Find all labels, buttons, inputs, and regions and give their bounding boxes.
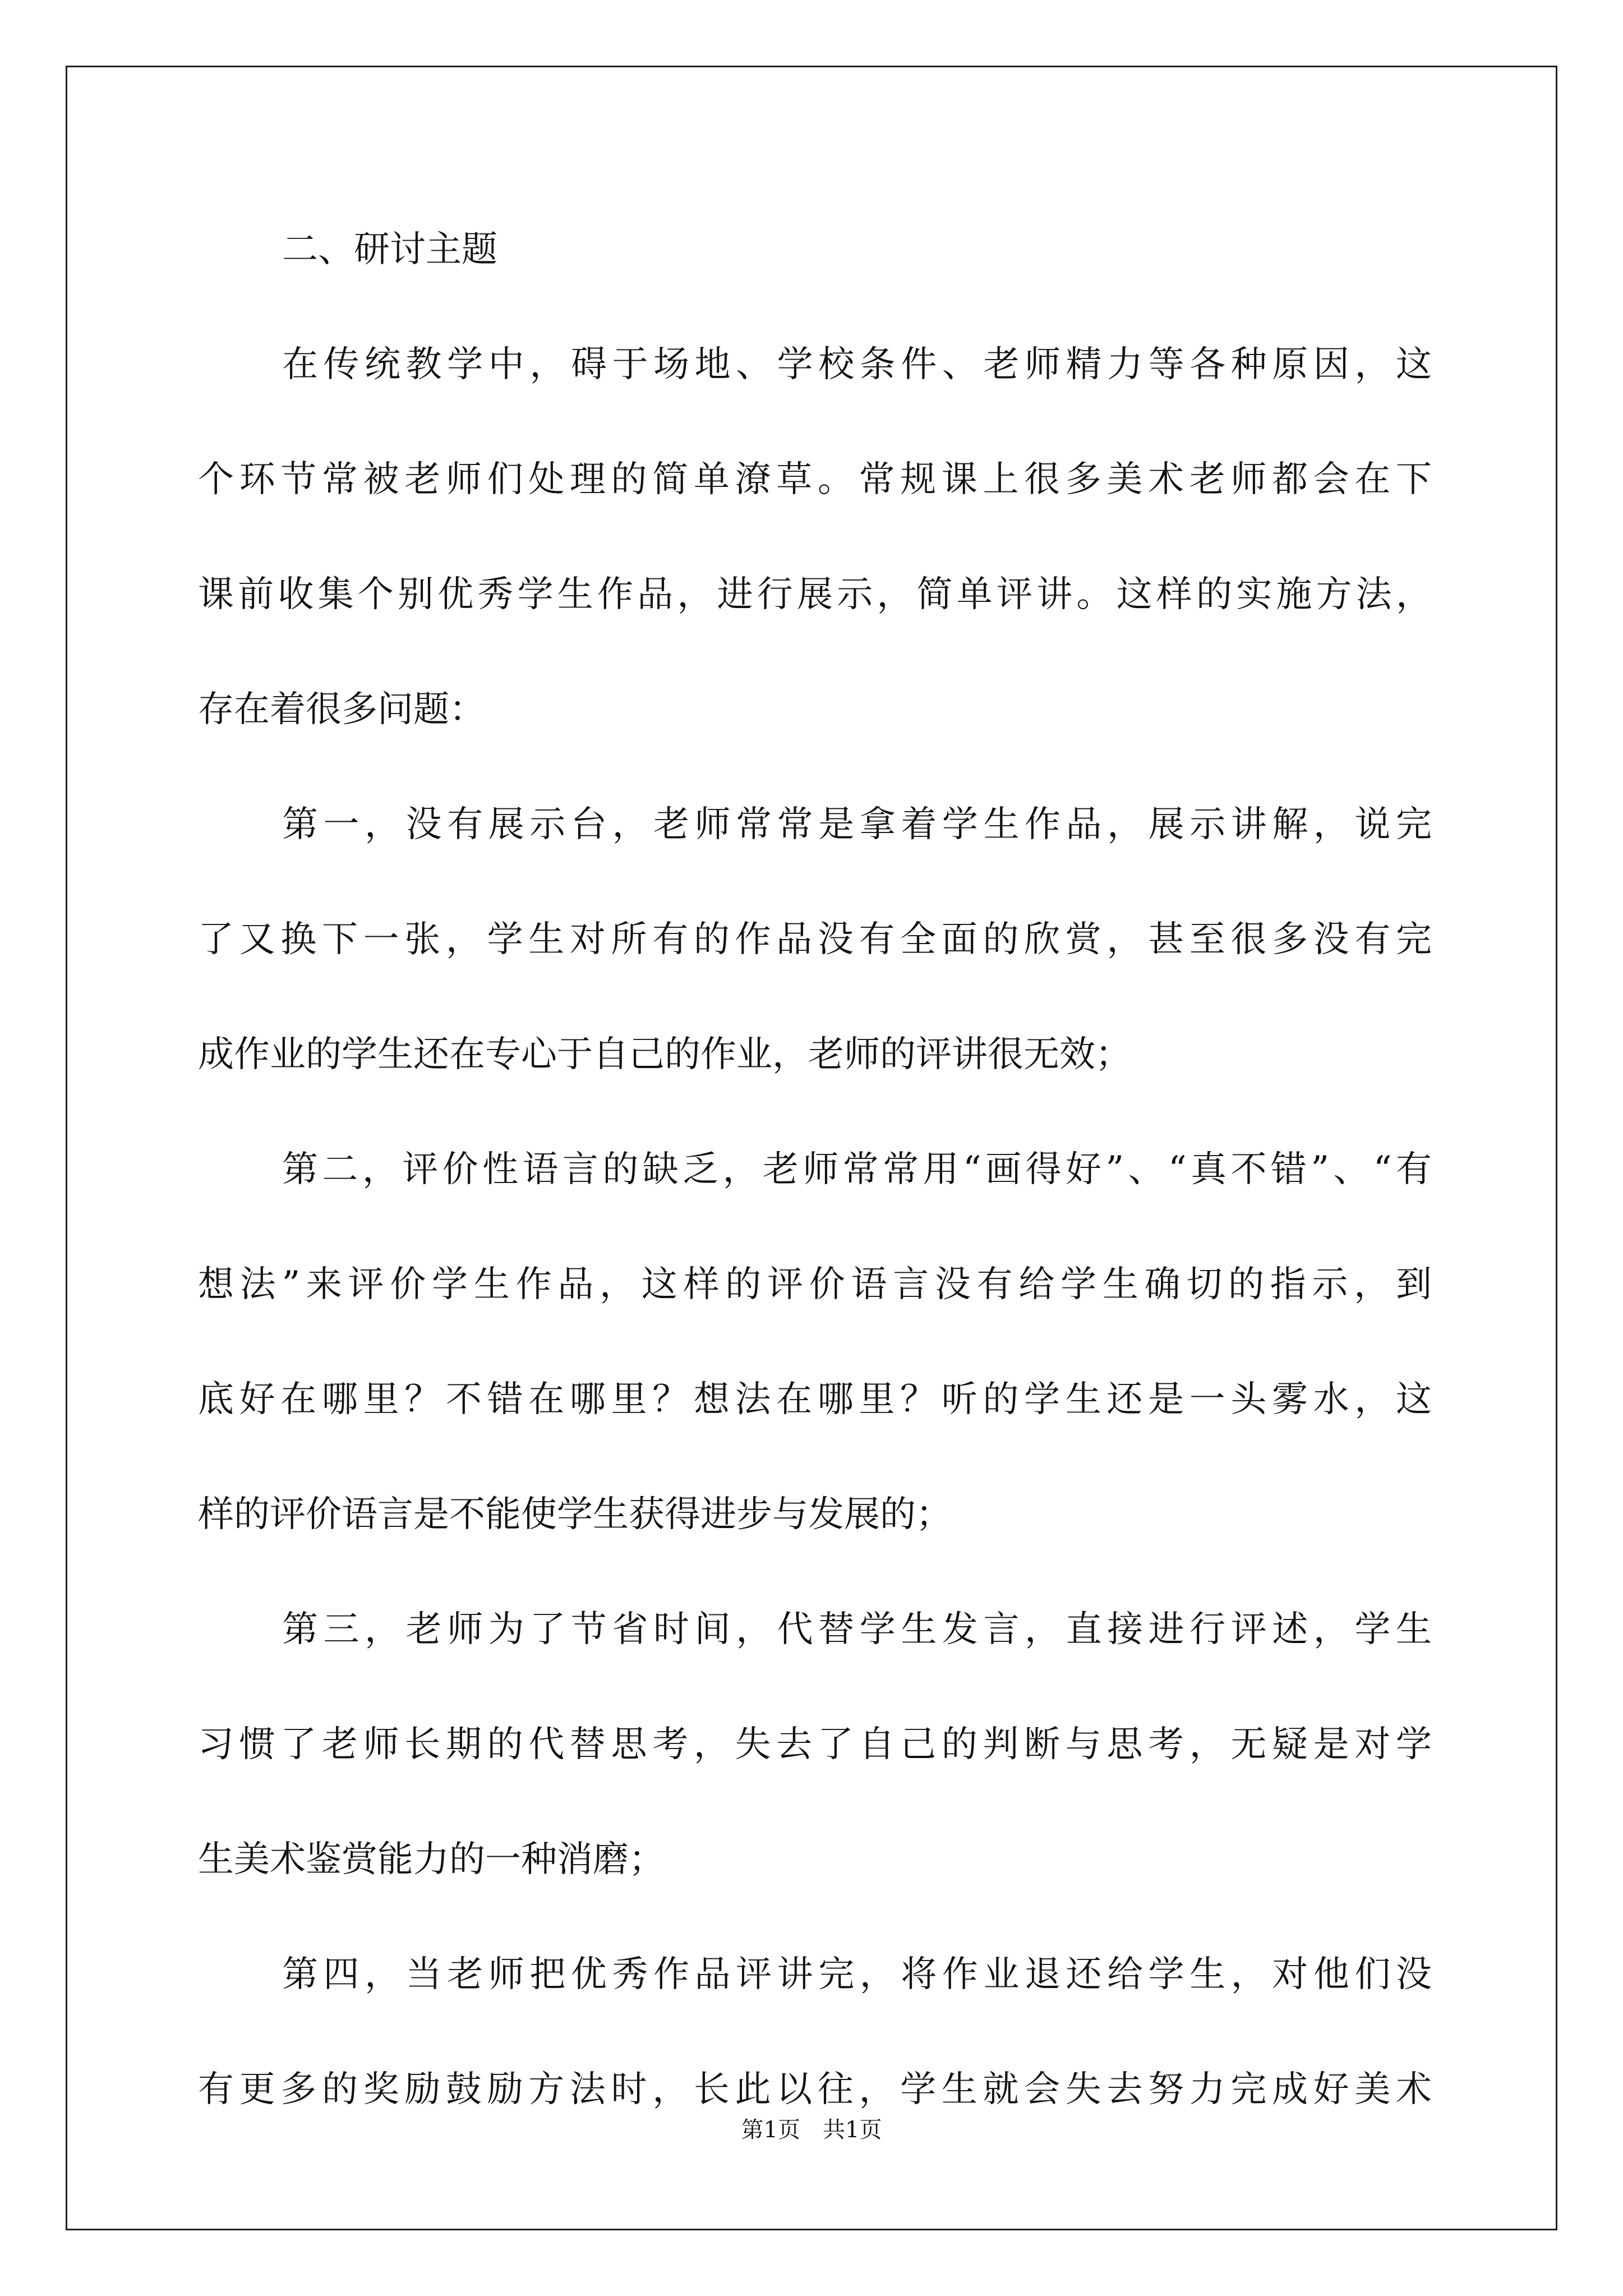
paragraph-line: 第三，老师为了节省时间，代替学生发言，直接进行评述，学生: [282, 1609, 1432, 1650]
paragraph-line: 第二，评价性语言的缺乏，老师常常用“画得好”、“真不错”、“有: [282, 1149, 1432, 1190]
document-body: [198, 222, 1432, 2177]
paragraph-line: 在传统教学中，碍于场地、学校条件、老师精力等各种原因，这: [282, 344, 1432, 385]
paragraph-fourth-point: [198, 1888, 1432, 2118]
paragraph-line: 第一，没有展示台，老师常常是拿着学生作品，展示讲解，说完: [282, 804, 1432, 845]
paragraph-first-point: [198, 738, 1432, 1083]
paragraph-line: 习惯了老师长期的代替思考，失去了自己的判断与思考，无疑是对学: [198, 1724, 1432, 1765]
paragraph-line: 第四，当老师把优秀作品评讲完，将作业退还给学生，对他们没: [282, 1954, 1432, 1995]
page-footer: 第1页 共1页: [741, 2117, 882, 2143]
paragraph-line: 课前收集个别优秀学生作品，进行展示，简单评讲。这样的实施方法，: [198, 574, 1432, 615]
paragraph-line: 了又换下一张，学生对所有的作品没有全面的欣赏，甚至很多没有完: [198, 919, 1432, 960]
paragraph-second-point: [198, 1083, 1432, 1543]
paragraph-line: 生美术鉴赏能力的一种消磨；: [198, 1839, 665, 1880]
paragraph-line: 个环节常被老师们处理的简单潦草。常规课上很多美术老师都会在下: [198, 459, 1432, 500]
paragraph-line: 样的评价语言是不能使学生获得进步与发展的；: [198, 1494, 952, 1535]
paragraph-line: 存在着很多问题：: [198, 689, 485, 730]
section-heading: 二、研讨主题: [282, 229, 497, 270]
paragraph-line: 想法”来评价学生作品，这样的评价语言没有给学生确切的指示，到: [198, 1264, 1432, 1305]
paragraph-line: 成作业的学生还在专心于自己的作业，老师的评讲很无效；: [198, 1034, 1131, 1075]
paragraph-line: 有更多的奖励鼓励方法时，长此以往，学生就会失去努力完成好美术: [198, 2069, 1432, 2110]
paragraph-third-point: [198, 1543, 1432, 1888]
paragraph-intro: [198, 278, 1432, 738]
paragraph-line: 底好在哪里？不错在哪里？想法在哪里？听的学生还是一头雾水，这: [198, 1379, 1432, 1420]
